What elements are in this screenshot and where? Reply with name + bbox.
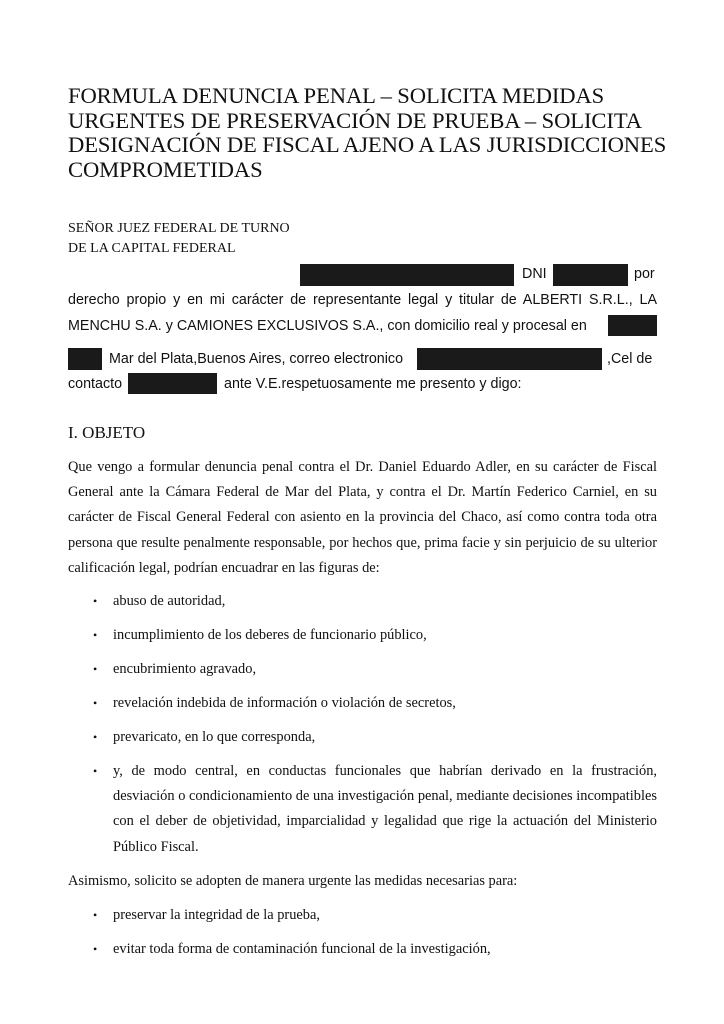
intro-line-2: derecho propio y en mi carácter de representante legal y titular de ALBERTI S.R.L., LA bbox=[68, 292, 657, 308]
list-item bbox=[93, 691, 657, 716]
redacted-address-2 bbox=[68, 348, 102, 370]
intro-line-3: MENCHU S.A. y CAMIONES EXCLUSIVOS S.A., con domicilio real y procesal en bbox=[68, 318, 587, 334]
list-item-text: revelación indebida de información o violación de secretos, bbox=[113, 695, 456, 711]
list-item-text: encubrimiento agravado, bbox=[113, 661, 257, 677]
addressee-line-1: SEÑOR JUEZ FEDERAL DE TURNO bbox=[68, 221, 290, 236]
bullet-icon: • bbox=[93, 662, 98, 676]
redacted-phone bbox=[128, 373, 217, 394]
bullet-icon: • bbox=[93, 942, 98, 956]
list-item bbox=[93, 657, 657, 682]
list-item-text: preservar la integridad de la prueba, bbox=[113, 907, 320, 923]
list-item bbox=[93, 759, 657, 860]
list-item-text: prevaricato, en lo que corresponda, bbox=[113, 729, 316, 745]
objeto-paragraph: Que vengo a formular denuncia penal contra el Dr. Daniel Eduardo Adler, en su carácter de Fiscal General ante la Cámara Federal de Mar del Plata, y contra el Dr. Martín Federico Carniel, en su carácter de Fiscal General Federal con asiento en la provincia del Chaco, así como contra toda otra persona que resulte penalmente responsable, por hechos que, prima facie y sin perjuicio de su ulterior calificación legal, podrían encuadrar en las figuras de: bbox=[68, 459, 657, 576]
bullet-icon: • bbox=[93, 696, 98, 710]
redacted-dni bbox=[553, 264, 628, 286]
list-item-text: evitar toda forma de contaminación funcional de la investigación, bbox=[113, 941, 491, 957]
bullet-icon: • bbox=[93, 730, 98, 744]
intro-city: Mar del Plata,Buenos Aires, correo electronico bbox=[109, 351, 404, 367]
list-item-text: y, de modo central, en conductas funcionales que habrían derivado en la frustración, desviación o condicionamiento de una investigación penal, mediante decisiones incompatibles con el deber de objetividad, imparcialidad y legalidad que rige la actuación del Ministerio Público Fiscal. bbox=[113, 763, 657, 855]
list-item bbox=[93, 623, 657, 648]
intro-cel: ,Cel de bbox=[607, 351, 653, 367]
intro-closing: ante V.E.respetuosamente me presento y digo: bbox=[224, 376, 522, 392]
addressee-line-2: DE LA CAPITAL FEDERAL bbox=[68, 241, 236, 256]
list-item-text: incumplimiento de los deberes de funcionario público, bbox=[113, 627, 427, 643]
intro-por: por bbox=[634, 266, 655, 282]
bullet-icon: • bbox=[93, 594, 98, 608]
redacted-email bbox=[417, 348, 602, 370]
redacted-address-1 bbox=[608, 315, 657, 336]
addressee bbox=[68, 219, 290, 259]
bullet-icon: • bbox=[93, 908, 98, 922]
dni-label: DNI bbox=[522, 266, 547, 282]
redacted-name bbox=[300, 264, 514, 286]
list-item-text: abuso de autoridad, bbox=[113, 593, 226, 609]
list-item bbox=[93, 937, 657, 962]
bullet-icon: • bbox=[93, 764, 98, 778]
measures-intro: Asimismo, solicito se adopten de manera urgente las medidas necesarias para: bbox=[68, 873, 518, 889]
list-item bbox=[93, 725, 657, 750]
section-heading-objeto: I. OBJETO bbox=[68, 423, 146, 442]
list-item bbox=[93, 903, 657, 928]
intro-contacto: contacto bbox=[68, 376, 123, 392]
document-title: FORMULA DENUNCIA PENAL – SOLICITA MEDIDAS URGENTES DE PRESERVACIÓN DE PRUEBA – SOLICITA DESIGNACIÓN DE FISCAL AJENO A LAS JURISDICCIONES COMPROMETIDAS bbox=[68, 83, 667, 182]
bullet-icon: • bbox=[93, 628, 98, 642]
list-item bbox=[93, 589, 657, 614]
